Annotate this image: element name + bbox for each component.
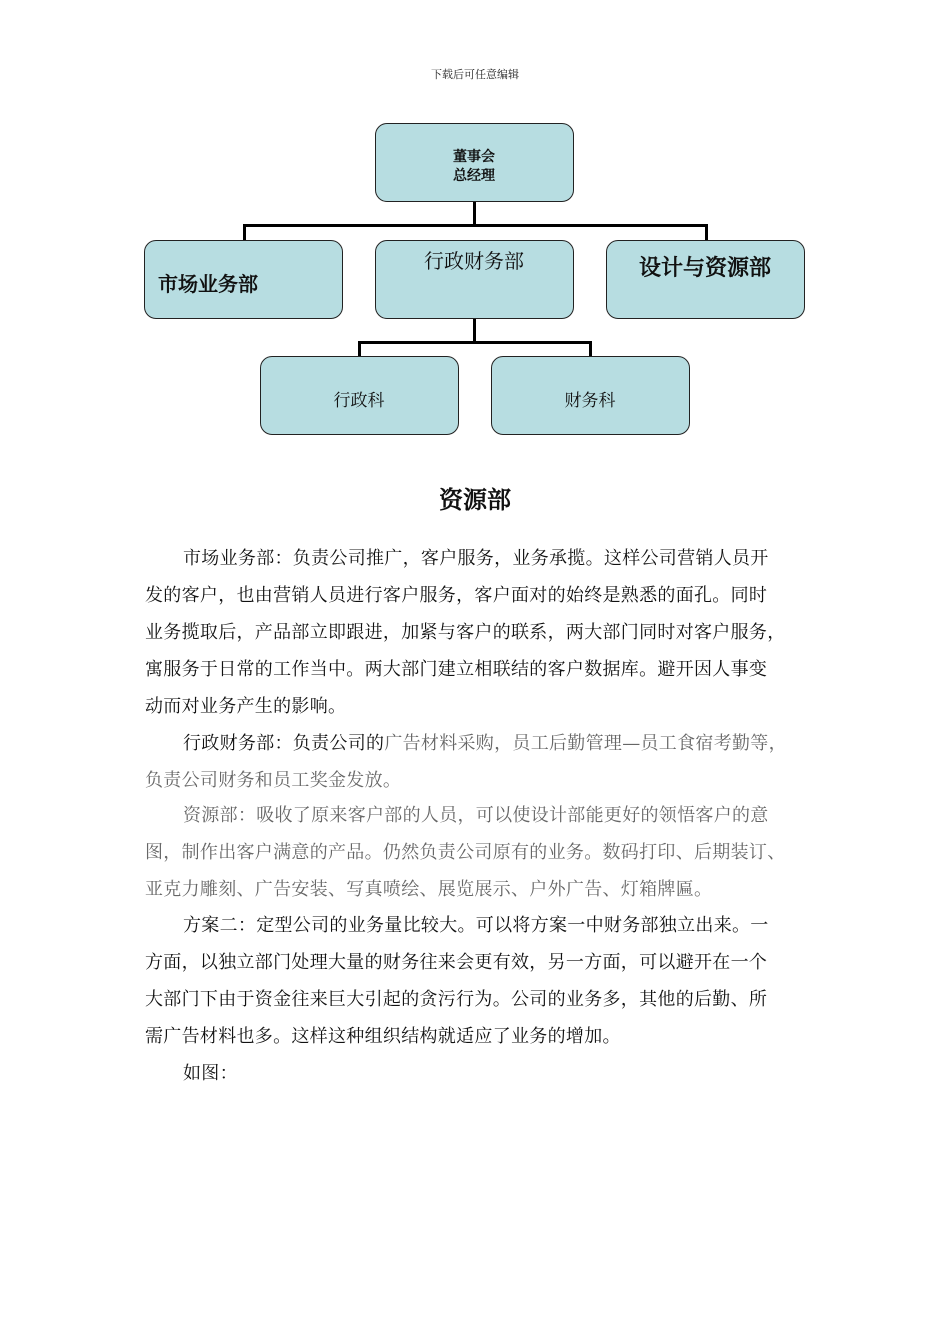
paragraph-line: 如图： <box>183 1063 238 1084</box>
connector-top-horizontal <box>243 224 708 227</box>
connector-market <box>243 224 246 241</box>
paragraph-line: 方面，以独立部门处理大量的财务往来会更有效，另一方面，可以避开在一个 <box>145 952 768 973</box>
admin-finance-dept-label: 行政财务部 <box>424 249 524 273</box>
connector-mid-down <box>473 318 476 343</box>
admin-unit-label: 行政科 <box>333 391 385 411</box>
connector-admin <box>358 341 361 357</box>
paragraph-line: 市场业务部：负责公司推广，客户服务，业务承揽。这样公司营销人员开 <box>183 548 769 569</box>
finance-unit-box <box>491 356 690 435</box>
paragraph-line: 亚克力雕刻、广告安装、写真喷绘、展览展示、户外广告、灯箱牌匾。 <box>145 879 713 900</box>
paragraph-line: 资源部：吸收了原来客户部的人员，可以使设计部能更好的领悟客户的意 <box>183 805 769 826</box>
paragraph-admin-finance <box>145 725 825 799</box>
design-resource-dept-box <box>606 240 805 319</box>
paragraph-line: 动而对业务产生的影响。 <box>145 696 347 717</box>
section-title: 资源部 <box>439 485 511 514</box>
admin-finance-dept-box <box>375 240 574 319</box>
finance-unit-label: 财务科 <box>564 391 616 411</box>
connector-design <box>705 224 708 241</box>
board-box <box>375 123 574 202</box>
paragraph-market <box>145 540 825 725</box>
paragraph-as-shown <box>145 1055 825 1092</box>
paragraph-line: 寓服务于日常的工作当中。两大部门建立相联结的客户数据库。避开因人事变 <box>145 659 768 680</box>
board-label: 董事会 <box>453 149 495 165</box>
paragraph-line: 需广告材料也多。这样这种组织结构就适应了业务的增加。 <box>145 1026 621 1047</box>
design-resource-dept-label: 设计与资源部 <box>638 256 771 281</box>
paragraph-line: 发的客户，也由营销人员进行客户服务，客户面对的始终是熟悉的面孔。同时 <box>145 585 768 606</box>
general-manager-label: 总经理 <box>453 168 495 184</box>
connector-top-down <box>473 201 476 226</box>
connector-finance <box>589 341 592 357</box>
paragraph-plan-two <box>145 907 825 1055</box>
paragraph-rest: 广告材料采购，员工后勤管理—员工食宿考勤等， <box>384 733 787 754</box>
paragraph-lead: 行政财务部：负责公司的 <box>183 733 385 754</box>
paragraph-line: 负责公司财务和员工奖金发放。 <box>145 770 402 791</box>
market-dept-label: 市场业务部 <box>158 272 258 296</box>
paragraph-line: 图，制作出客户满意的产品。仍然负责公司原有的业务。数码打印、后期装订、 <box>145 842 786 863</box>
admin-unit-box <box>260 356 459 435</box>
paragraph-line: 方案二：定型公司的业务量比较大。可以将方案一中财务部独立出来。一 <box>183 915 769 936</box>
connector-mid-horizontal <box>358 341 592 344</box>
paragraph-resource <box>145 797 825 908</box>
header-note: 下载后可任意编辑 <box>431 68 519 81</box>
paragraph-line: 业务揽取后，产品部立即跟进，加紧与客户的联系，两大部门同时对客户服务， <box>145 622 786 643</box>
org-chart <box>0 0 950 450</box>
paragraph-line <box>145 725 825 762</box>
market-dept-box <box>144 240 343 319</box>
paragraph-line: 大部门下由于资金往来巨大引起的贪污行为。公司的业务多，其他的后勤、所 <box>145 989 768 1010</box>
